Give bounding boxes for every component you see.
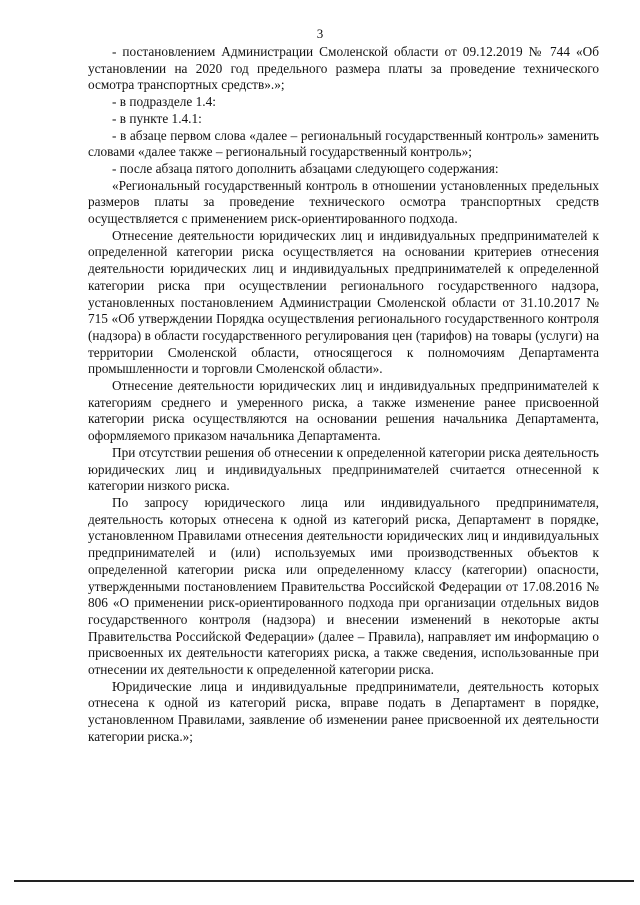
paragraph-risk-criteria: Отнесение деятельности юридических лиц и индивидуальных предпринимателей к определенной категории риска осуществляется на основании критериев отнесения деятельности юридических лиц и индивидуальных предпринимателей к определенной категории риска при осуществлении регионального государственного надзора, установленных постановлением Администрации Смоленской области от 31.10.2017 № 715 «Об утверждении Порядка осуществления регионального государственного контроля (надзора) в области государственного регулирования цен (тарифов) на товары (услуги) на территории Смоленской области, относящегося к полномочиям Департамента промышленности и торговли Смоленской области». [88, 227, 599, 377]
paragraph-item-1-4-1: - в пункте 1.4.1: [112, 110, 202, 126]
document-body [88, 44, 599, 746]
paragraph-risk-approach: «Региональный государственный контроль в отношении установленных предельных размеров платы за проведение технического осмотра транспортных средств осуществляется с применением риск-ориентированного подхода. [88, 177, 599, 227]
bottom-scan-border [14, 880, 634, 882]
paragraph-after-fifth-abzac: - после абзаца пятого дополнить абзацами следующего содержания: [112, 160, 499, 176]
paragraph-request-info: По запросу юридического лица или индивидуального предпринимателя, деятельность которых отнесена к одной из категорий риска, Департамент в порядке, установленном Правилами отнесения деятельности юридических лиц и индивидуальных предпринимателей и (или) используемых ими производственных объектов к определенной категории риска или определенному классу (категории) опасности, утвержденными постановлением Правительства Российской Федерации от 17.08.2016 № 806 «О применении риск-ориентированного подхода при организации отдельных видов государственного контроля (надзора) и внесении изменений в некоторые акты Правительства Российской Федерации» (далее – Правила), направляет им информацию о присвоенных их деятельности категориях риска, а также сведения, использованные при отнесении их деятельности к определенной категории риска. [88, 494, 599, 678]
paragraph-decree-744: - постановлением Администрации Смоленской области от 09.12.2019 № 744 «Об установлении на 2020 год предельного размера платы за проведение технического осмотра транспортных средств».»; [88, 44, 599, 93]
paragraph-change-application: Юридические лица и индивидуальные предприниматели, деятельность которых отнесена к одной из категорий риска, вправе подать в Департамент в порядке, установленном Правилами, заявление об изменении ранее присвоенной их деятельности категории риска.»; [88, 678, 599, 744]
paragraph-low-risk-default: При отсутствии решения об отнесении к определенной категории риска деятельность юридических лиц и индивидуальных предпринимателей считается отнесенной к категории низкого риска. [88, 444, 599, 494]
paragraph-medium-moderate-risk: Отнесение деятельности юридических лиц и индивидуальных предпринимателей к категориям среднего и умеренного риска, а также изменение ранее присвоенной категории риска осуществляются на основании решения начальника Департамента, оформляемого приказом начальника Департамента. [88, 378, 599, 444]
paragraph-subsection-1-4: - в подразделе 1.4: [112, 94, 216, 110]
paragraph-first-abzac-replace: - в абзаце первом слова «далее – региональный государственный контроль» заменить словами «далее также – региональный государственный контроль»; [88, 127, 599, 160]
page-number: 3 [316, 26, 324, 41]
